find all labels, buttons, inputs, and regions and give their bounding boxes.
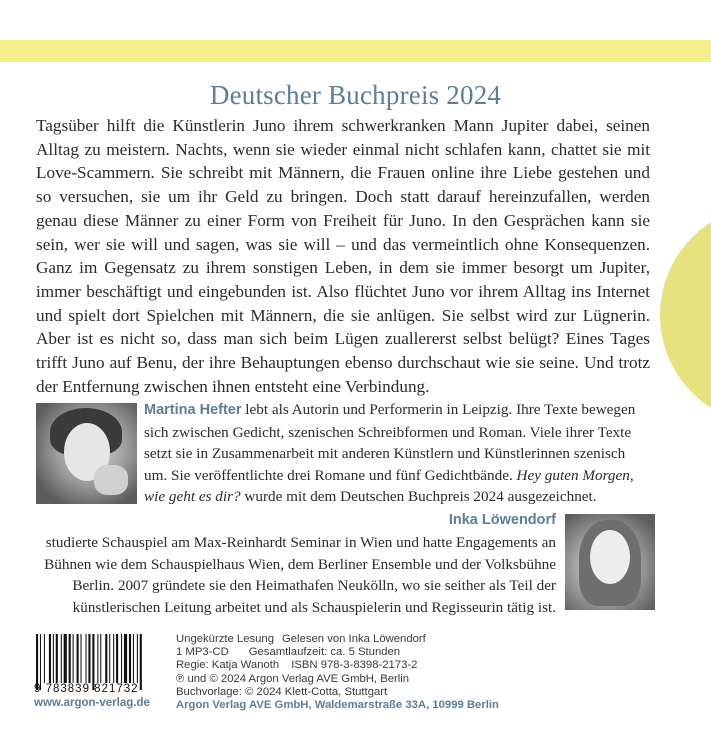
publisher-website[interactable]: www.argon-verlag.de [34, 697, 150, 709]
info-line-2 [176, 646, 536, 659]
author-bio-text: lebt als Autorin und Performerin in Leipzig. Ihre Texte bewegen sich zwischen Gedicht, szenischen Schreibformen und Roman. Viele ihrer Texte setzt sie in Zusammenarbeit mit anderen Künstlern und Künstlerinnen szenisch um. Sie veröffentlichte drei Romane und fünf Gedichtbände. [144, 401, 636, 484]
info-line-5: Buchvorlage: © 2024 Klett-Cotta, Stuttgart [176, 685, 388, 698]
author-name: Martina Hefter [144, 402, 242, 418]
book-description: Tagsüber hilft die Künstlerin Juno ihrem schwerkranken Mann Jupiter dabei, seinen Alltag zu meistern. Nachts, wenn sie wieder einmal nicht schlafen kann, chattet sie mit Love-Scammern. Sie schreibt mit Männern, die Frauen online ihre Liebe gestehen und so versuchen, sie um ihr Geld zu bringen. Doch statt darauf hereinzufallen, werden genau diese Männer zu einer Form von Freiheit für Juno. In den Gesprächen kann sie sein, wer sie will und sagen, was sie will – und das vermeintlich ohne Konsequenzen. Ganz im Gegensatz zu ihrem sonstigen Leben, in dem sie immer besorgt um Jupiter, immer beschäftigt und eingebunden ist. Also flüchtet Juno vor ihrem Alltag ins Internet und spielt dort Spielchen mit Männern, die sie anlügen. Sie selbst wird zur Lügnerin. Aber ist es nicht so, dass man sich beim Lügen zuallererst selbst belügt? Eines Tages trifft Juno auf Benu, der ihre Behauptungen ebenso durchschaut wie sie seine. Und trotz der Entfernung zwischen ihnen entsteht eine Verbindung. [36, 116, 650, 396]
top-color-band [0, 40, 711, 62]
author-photo-hand [94, 465, 128, 495]
narrator-bio: studierte Schauspiel am Max-Reinhardt Seminar in Wien und hatte Engagements an Bühnen wie dem Schauspielhaus Wien, dem Berliner Ensemble und der Volksbühne Berlin. 2007 gründete sie den Heimathafen Neukölln, wo sie seither als Teil der künstlerischen Leitung arbeitet und als Schauspielerin und Regisseurin tätig ist. [44, 534, 556, 616]
narrator-photo [565, 514, 655, 610]
author-bio-end: wurde mit dem Deutschen Buchpreis 2024 ausgezeichnet. [240, 488, 597, 506]
author-photo [36, 403, 137, 504]
award-title: Deutscher Buchpreis 2024 [209, 80, 502, 110]
publisher-address: Argon Verlag AVE GmbH, Waldemarstraße 33A, 10999 Berlin [176, 699, 499, 712]
narrator-photo-face [590, 530, 630, 584]
info-format: 1 MP3-CD [176, 646, 229, 659]
info-runtime: Gesamtlaufzeit: ca. 5 Stunden [248, 646, 401, 659]
info-edition: Ungekürzte Lesung [176, 633, 274, 645]
info-reader: Gelesen von Inka Löwendorf [281, 633, 426, 645]
info-isbn: ISBN 978-3-8398-2173-2 [291, 659, 418, 672]
decorative-moon-shape [660, 205, 711, 425]
narrator-name: Inka Löwendorf [448, 512, 556, 528]
info-line-3 [176, 659, 536, 672]
author-bio [144, 399, 652, 508]
barcode-digits: 9 783839 821732 [34, 683, 139, 695]
info-line-1 [176, 633, 536, 646]
barcode [34, 634, 164, 690]
info-director: Regie: Katja Wanoth [176, 659, 280, 672]
info-line-4: ℗ und © 2024 Argon Verlag AVE GmbH, Berlin [176, 672, 410, 685]
production-info [176, 633, 536, 712]
author-book-title: Hey guten Morgen, wie geht es dir? [144, 466, 634, 506]
